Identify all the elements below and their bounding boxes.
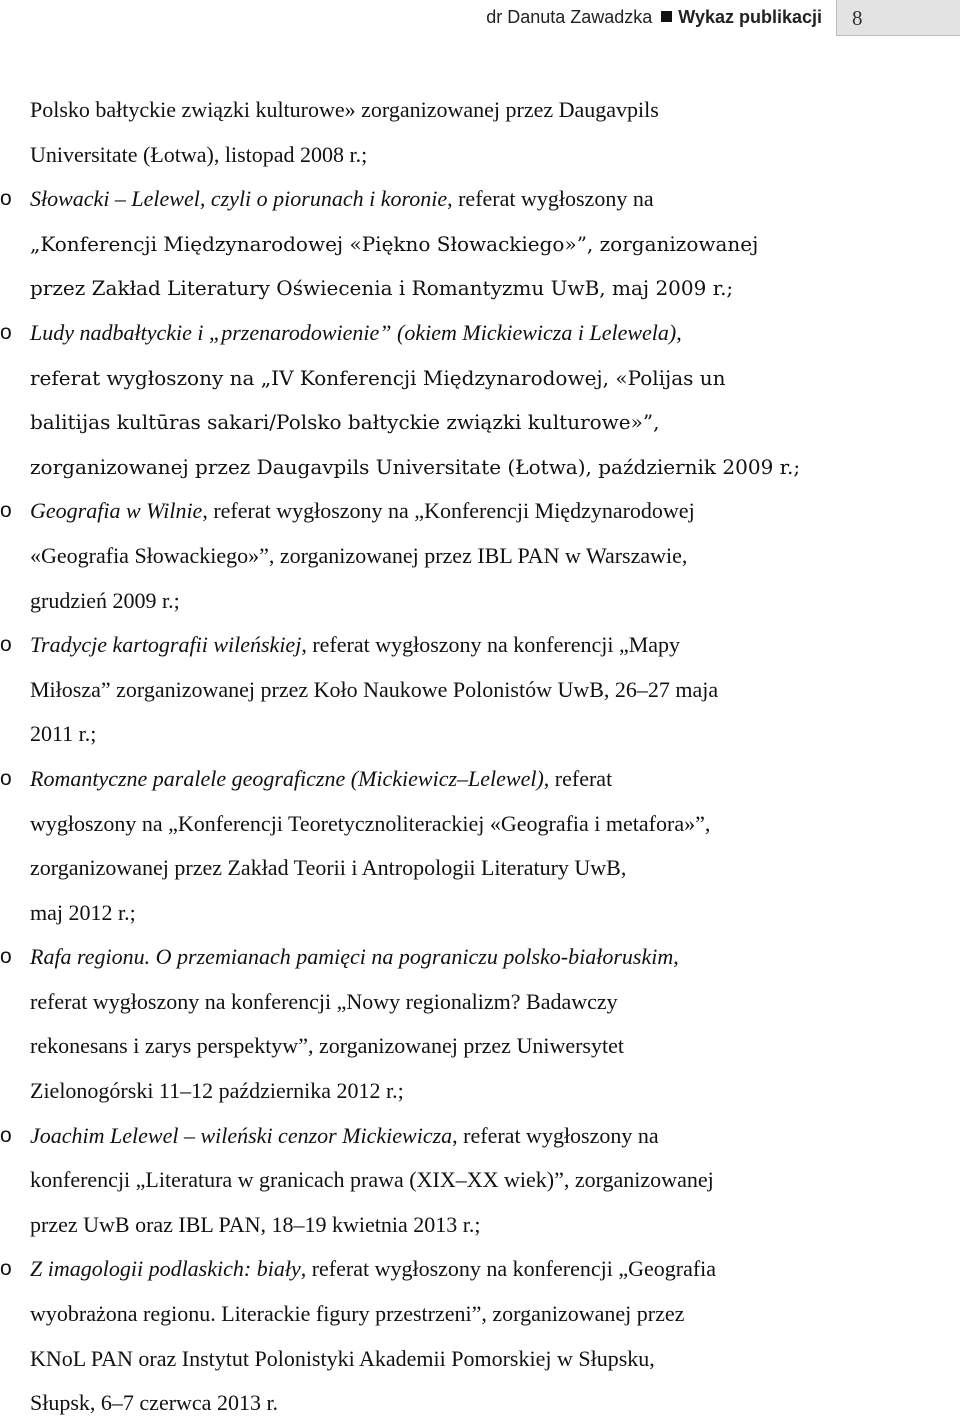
text-line xyxy=(30,1024,900,1069)
text-line xyxy=(30,1203,900,1248)
publication-text: konferencji „Literatura w granicach prawa (XIX–XX wiek)”, zorganizowanej xyxy=(30,1167,714,1193)
text-line xyxy=(30,980,900,1025)
text-line xyxy=(30,802,900,847)
list-bullet: o xyxy=(0,945,12,969)
publication-title: Tradycje kartografii wileńskiej xyxy=(30,632,302,658)
text-line xyxy=(30,712,900,757)
publication-list xyxy=(0,88,900,1426)
publication-text: , referat wygłoszony na xyxy=(452,1122,659,1148)
publication-text: referat wygłoszony na „IV Konferencji Międzynarodowej, «Polijas un xyxy=(30,365,726,390)
text-line xyxy=(30,1158,900,1203)
publication-text: Miłosza” zorganizowanej przez Koło Naukowe Polonistów UwB, 26–27 maja xyxy=(30,676,719,702)
list-bullet: o xyxy=(0,187,12,211)
text-line xyxy=(30,88,900,133)
publication-title: Z imagologii podlaskich: biały xyxy=(30,1256,301,1282)
publication-text: wyobrażona regionu. Literackie figury przestrzeni”, zorganizowanej przez xyxy=(30,1301,685,1327)
publication-text: „Konferencji Międzynarodowej «Piękno Słowackiego»”, zorganizowanej xyxy=(30,231,759,256)
publication-text: wygłoszony na „Konferencji Teoretycznoliterackiej «Geografia i metafora»”, xyxy=(30,810,711,836)
text-line xyxy=(30,534,900,579)
publication-text: , referat wygłoszony na konferencji „Mapy xyxy=(301,632,681,658)
text-line xyxy=(30,1292,900,1337)
list-bullet: o xyxy=(0,320,12,344)
text-line xyxy=(30,445,900,490)
publication-title: Geografia w Wilnie xyxy=(30,498,203,524)
text-line xyxy=(30,846,900,891)
text-line xyxy=(30,356,900,401)
list-bullet: o xyxy=(0,633,12,657)
page-header xyxy=(0,0,960,36)
publication-text: rekonesans i zarys perspektyw”, zorganizowanej przez Uniwersytet xyxy=(30,1033,624,1059)
publication-text: zorganizowanej przez Zakład Teorii i Antropologii Literatury UwB, xyxy=(30,855,627,881)
text-line xyxy=(30,579,900,624)
list-bullet: o xyxy=(0,1123,12,1147)
list-item xyxy=(0,177,900,311)
publication-title: Joachim Lelewel – wileński cenzor Mickiewicza xyxy=(30,1122,453,1148)
publication-text: , referat xyxy=(543,765,613,791)
list-item xyxy=(0,757,900,935)
text-line xyxy=(30,935,900,980)
text-line xyxy=(30,311,900,356)
header-author: dr Danuta Zawadzka xyxy=(486,7,653,27)
text-line xyxy=(30,489,900,534)
publication-text: KNoL PAN oraz Instytut Polonistyki Akademii Pomorskiej w Słupsku, xyxy=(30,1345,655,1371)
text-line xyxy=(30,668,900,713)
publication-text: «Geografia Słowackiego»”, zorganizowanej przez IBL PAN w Warszawie, xyxy=(30,542,688,568)
text-line xyxy=(30,1114,900,1159)
list-item xyxy=(0,935,900,1113)
header-title: Wykaz publikacji xyxy=(678,7,822,27)
publication-text: , xyxy=(673,944,679,970)
text-line xyxy=(30,757,900,802)
publication-title: Słowacki – Lelewel, czyli o piorunach i koronie xyxy=(30,186,448,212)
text-line xyxy=(30,266,900,311)
publication-text: Zielonogórski 11–12 października 2012 r.; xyxy=(30,1078,404,1104)
publication-text: balitijas kultūras sakari/Polsko bałtyckie związki kulturowe»”, xyxy=(30,410,660,435)
text-line xyxy=(30,1247,900,1292)
list-bullet: o xyxy=(0,499,12,523)
publication-title: Romantyczne paralele geograficzne (Mickiewicz–Lelewel) xyxy=(30,765,544,791)
publication-text: grudzień 2009 r.; xyxy=(30,587,180,613)
text-line xyxy=(30,400,900,445)
publication-text: przez UwB oraz IBL PAN, 18–19 kwietnia 2013 r.; xyxy=(30,1211,481,1237)
publication-text: przez Zakład Literatury Oświecenia i Romantyzmu UwB, maj 2009 r.; xyxy=(30,276,734,301)
publication-text: Słupsk, 6–7 czerwca 2013 r. xyxy=(30,1390,279,1416)
list-item xyxy=(0,1247,900,1425)
publication-text: , xyxy=(676,319,682,345)
publication-title: Ludy nadbałtyckie i „przenarodowienie” (okiem Mickiewicza i Lelewela) xyxy=(30,319,677,345)
publication-text: referat wygłoszony na konferencji „Nowy regionalizm? Badawczy xyxy=(30,988,618,1014)
text-line xyxy=(30,133,900,178)
list-item xyxy=(0,1114,900,1248)
text-line xyxy=(30,623,900,668)
list-item xyxy=(0,88,900,177)
list-bullet: o xyxy=(0,1257,12,1281)
text-line xyxy=(30,1337,900,1382)
publication-text: , referat wygłoszony na xyxy=(447,186,654,212)
text-line xyxy=(30,891,900,936)
text-line xyxy=(30,177,900,222)
text-line xyxy=(30,222,900,267)
publication-text: , referat wygłoszony na konferencji „Geografia xyxy=(300,1256,717,1282)
publication-text: zorganizowanej przez Daugavpils Universitate (Łotwa), październik 2009 r.; xyxy=(30,454,801,479)
header-text xyxy=(486,7,822,28)
page-number: 8 xyxy=(836,0,960,36)
list-bullet: o xyxy=(0,766,12,790)
publication-text: , referat wygłoszony na „Konferencji Międzynarodowej xyxy=(202,498,695,524)
square-bullet-icon xyxy=(661,11,672,22)
publication-title: Rafa regionu. O przemianach pamięci na pograniczu polsko-białoruskim xyxy=(30,944,674,970)
text-line xyxy=(30,1381,900,1426)
list-item xyxy=(0,311,900,489)
list-item xyxy=(0,623,900,757)
text-line xyxy=(30,1069,900,1114)
list-item xyxy=(0,489,900,623)
publication-text: 2011 r.; xyxy=(30,721,97,747)
publication-text: Polsko bałtyckie związki kulturowe» zorganizowanej przez Daugavpils xyxy=(30,97,659,122)
publication-text: maj 2012 r.; xyxy=(30,899,136,925)
publication-text: Universitate (Łotwa), listopad 2008 r.; xyxy=(30,141,368,167)
